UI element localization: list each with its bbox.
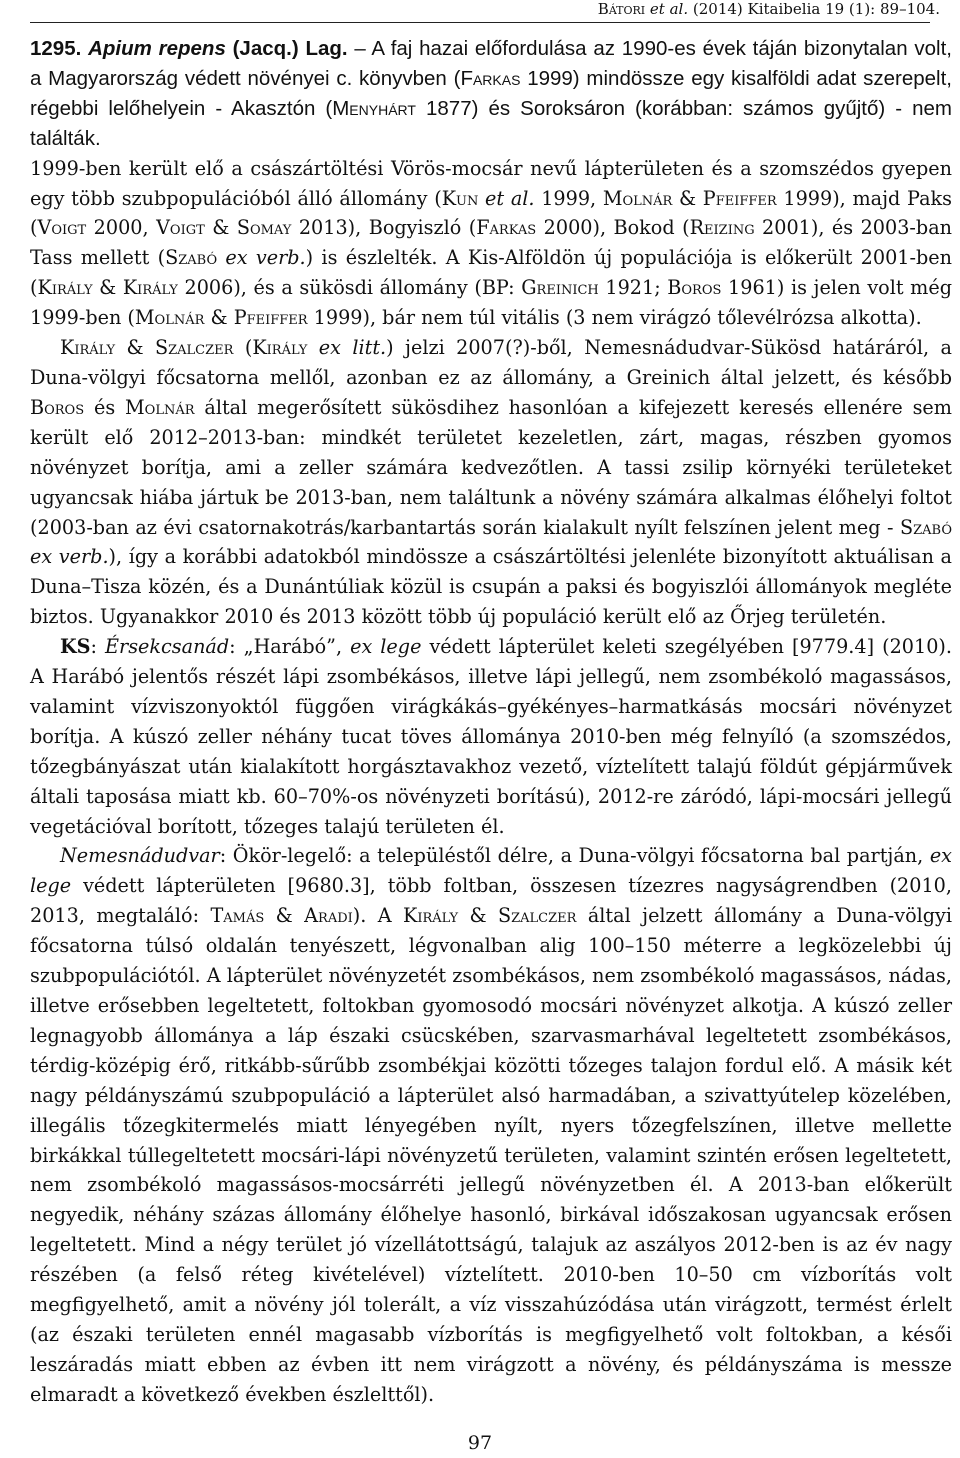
text-run: által jelzett állomány a Duna-völgyi főcsatorna túlsó oldalán tenyészett, légvonalban alig 100–150 méterre a legközelebbi új szubpopulációtól. A lápterület növényzetét zsombékásos, nem zsombékoló magassásos, nádas, illetve erősebben legeltetett, foltokban gyomosodó mocsári növényzet alkotja. A kúszó zeller legnagyobb állománya a láp északi csücskében, szarvasmarhával legeltetett zsombékásos, térdig-középig érő, ritkább-sűrűbb zsombékjai közötti tőzeges talajon fordul elő. A másik két nagy példányszámú szubpopuláció a lápterület alsó harmadában, a szivattyútelep közelében, illegális tőzegkitermelés miatt lényegében nyílt, nyers tőzegfelszínen, illetve mellette birkákkal túllegeltetett mocsári-lápi növényzetű területen, valamint szintén erősen legeltetett, nem zsombékoló magassásos-mocsárréti jellegű növényzetben él. A 2013-ban előkerült negyedik, néhány százas állomány élőhelye hasonló, birkával időszakosan ugyancsak erősen legeltetett. Mind a négy terület jó vízellátottságú, talajuk az aszályos 2012-ben is az év nagy részében (a felső réteg kivételével) víztelített. 2010-ben 10–50 cm vízborítás volt megfigyelhető, amit a növény jól tolerált, a víz visszahúzódása után virágzott, termést érlelt (az északi területen ennél magasabb vízborítás is megfigyelhető volt foltokban, a késői leszáradás miatt ebben az évben itt nem virágzott a növény, és példányszáma is messze elmaradt a következő években észlelttől). [30, 904, 953, 1406]
running-head [0, 0, 940, 20]
author-name: Szabó [899, 515, 952, 539]
author-name: Boros [30, 395, 85, 419]
text-run: 1999), majd Paks ( [30, 186, 952, 240]
text-run: 2013), Bogyiszló ( [291, 216, 477, 240]
author-name: Molnár [602, 186, 673, 210]
author-name: Farkas [460, 66, 521, 90]
running-head-etal: et al. [645, 0, 689, 18]
italic-run: ex lege [350, 635, 422, 659]
text-run: és [84, 395, 126, 419]
author-name: Tamás [210, 904, 265, 928]
text-run: 1877) és Soroksáron (korábban: számos gyűjtő) - nem találták. [30, 96, 952, 150]
article-body [30, 34, 952, 1410]
author-name: Szalczer [154, 336, 234, 360]
text-run: védett lápterület keleti szegélyében [9779.4] (2010). A Harábó jelentős részét lápi zsombékásos, illetve lápi jellegű, nem zsombékoló magassásos, valamint vízviszonyoktól függően virágkákás–gyékényes–harmatkásás mocsári növényzet borítja. A kúszó zeller néhány tucat töves állománya 2010-ben még felnyíló (a szomszédos, tőzegbányászat után kialakított horgásztavakhoz vezető, víztelített talajú földút gépjárművek általi taposása miatt kb. 60–70%-os növényzeti borítású), 2012-re záródó, lápi-mocsári jellegű vegetációval borított, tőzeges talajú területen él. [30, 635, 952, 838]
text-run: 1999, [534, 186, 603, 210]
text-run: & [204, 216, 237, 240]
italic-run: ex lege [30, 844, 952, 898]
author-name: Reizing [689, 216, 755, 240]
text-run: 2006), és a sükösdi állomány (BP: [177, 276, 522, 300]
text-run: ) jelzi 2007(?)-ből, Nemesnádudvar-Sükösd határáról, a Duna-völgyi főcsatorna mellől, azonban ez az állomány, a Greinich által jelzett, és később [30, 336, 952, 389]
text-run: & [204, 306, 234, 330]
running-head-author: Bátori [597, 0, 646, 18]
text-run: – A faj hazai előfordulása az 1990-es évek táján bizonytalan volt, a Magyarország védett növényei c. könyvben ( [30, 37, 952, 90]
author-name: Király [252, 336, 308, 360]
author-name: Kun [441, 186, 479, 210]
text-run: ). A [352, 904, 404, 928]
locality-name: Nemesnádudvar [60, 844, 220, 868]
author-name: Somay [236, 216, 292, 240]
italic-run: et al. [478, 186, 535, 210]
text-run: ) is észlelték. A Kis-Alföldön új populációja is előkerült 2001-ben ( [30, 246, 952, 300]
author-name: Király [60, 336, 116, 360]
author-name: Boros [667, 276, 722, 300]
text-run: : „Harábó”, [229, 635, 351, 659]
author-name: Menyhárt [332, 96, 416, 120]
text-run: ), így a korábbi adatokból mindössze a császártöltési jelenléte bizonyított aktuálisan a Duna–Tisza közén, és a Dunántúliak közül is csupán a paksi és bogyiszlói állományok megléte biztos. Ugyanakkor 2010 és 2013 között több új populáció került elő az Őrjeg területén. [30, 545, 952, 629]
text-run: 1999) mindössze egy kisalföldi adat szerepelt, régebbi lelőhelyein - Akasztón ( [30, 66, 952, 120]
author-name: Voigt [37, 216, 87, 240]
text-run: : [90, 635, 106, 659]
text-run: 2000), Bokod ( [536, 216, 690, 240]
text-run: : Ökör-legelő: a településtől délre, a Duna-völgyi főcsatorna bal partján, [219, 844, 930, 868]
author-name: Molnár [134, 306, 205, 330]
species-authority: (Jacq.) Lag. [232, 37, 348, 60]
text-run: & [92, 276, 123, 300]
author-name: Király [122, 276, 178, 300]
text-run: 2001), és 2003-ban Tass mellett ( [30, 216, 952, 270]
paragraph-1-serif [30, 154, 952, 333]
author-name: Pfeiffer [702, 186, 777, 210]
locality-name: Érsekcsanád [105, 635, 230, 659]
entry-number: 1295. [30, 37, 82, 60]
italic-run: ex litt. [307, 336, 387, 360]
region-code: KS [60, 635, 91, 659]
author-name: Pfeiffer [233, 306, 308, 330]
text-run: & [115, 336, 155, 360]
text-run: 1921; [598, 276, 668, 300]
author-name: Aradi [304, 904, 353, 928]
paragraph-3-ks [30, 632, 952, 841]
text-run: ( [233, 336, 253, 360]
running-head-citation: (2014) Kitaibelia 19 (1): 89–104. [688, 0, 940, 18]
italic-run: ex verb. [217, 246, 306, 270]
author-name: Greinich [521, 276, 599, 300]
text-run: 1961) is jelen volt még 1999-ben ( [30, 276, 952, 330]
author-name: Szabó [165, 246, 218, 270]
author-name: Király [403, 904, 459, 928]
paragraph-1-continued [30, 124, 952, 154]
author-name: Szalczer [497, 904, 577, 928]
page-number: 97 [467, 1432, 493, 1454]
header-rule [30, 22, 930, 23]
text-run: által megerősített sükösdihez hasonlóan a kifejezett keresés ellenére sem került elő 2012–2013-ban: mindkét területet kezeletlen, zárt, magas, részben gyomos növényzet borítja, ami a zeller számára kedvezőtlen. A tassi zsilip környéki területeket ugyancsak hiába jártuk be 2013-ban, nem találtunk a növény számára alkalmas élőhelyi foltot (2003-ban az évi csatornakotrás/karbantartás során kialakult nyílt felszínen jelent meg - [30, 395, 952, 539]
text-run: & [264, 904, 305, 928]
text-run: 1999), bár nem túl vitális (3 nem virágzó tőlevélrózsa alkotta). [307, 306, 922, 330]
paragraph-2 [30, 333, 952, 632]
text-run: 2000, [86, 216, 157, 240]
author-name: Voigt [156, 216, 205, 240]
species-name: Apium repens [88, 37, 226, 60]
italic-run: ex verb. [30, 545, 109, 569]
text-run: védett lápterületen [9680.3], több foltban, összesen tízezres nagyságrendben (2010, 2013, megtaláló: [30, 874, 952, 928]
text-run: 1999-ben került elő a császártöltési Vörös-mocsár nevű lápterületen és a szomszédos gyepen egy több szubpopulációból álló állomány ( [30, 156, 952, 210]
author-name: Farkas [476, 216, 537, 240]
text-run: & [672, 186, 703, 210]
author-name: Molnár [125, 395, 195, 419]
paragraph-4-nemesnadudvar [30, 841, 952, 1409]
text-run: & [458, 904, 498, 928]
author-name: Király [37, 276, 93, 300]
